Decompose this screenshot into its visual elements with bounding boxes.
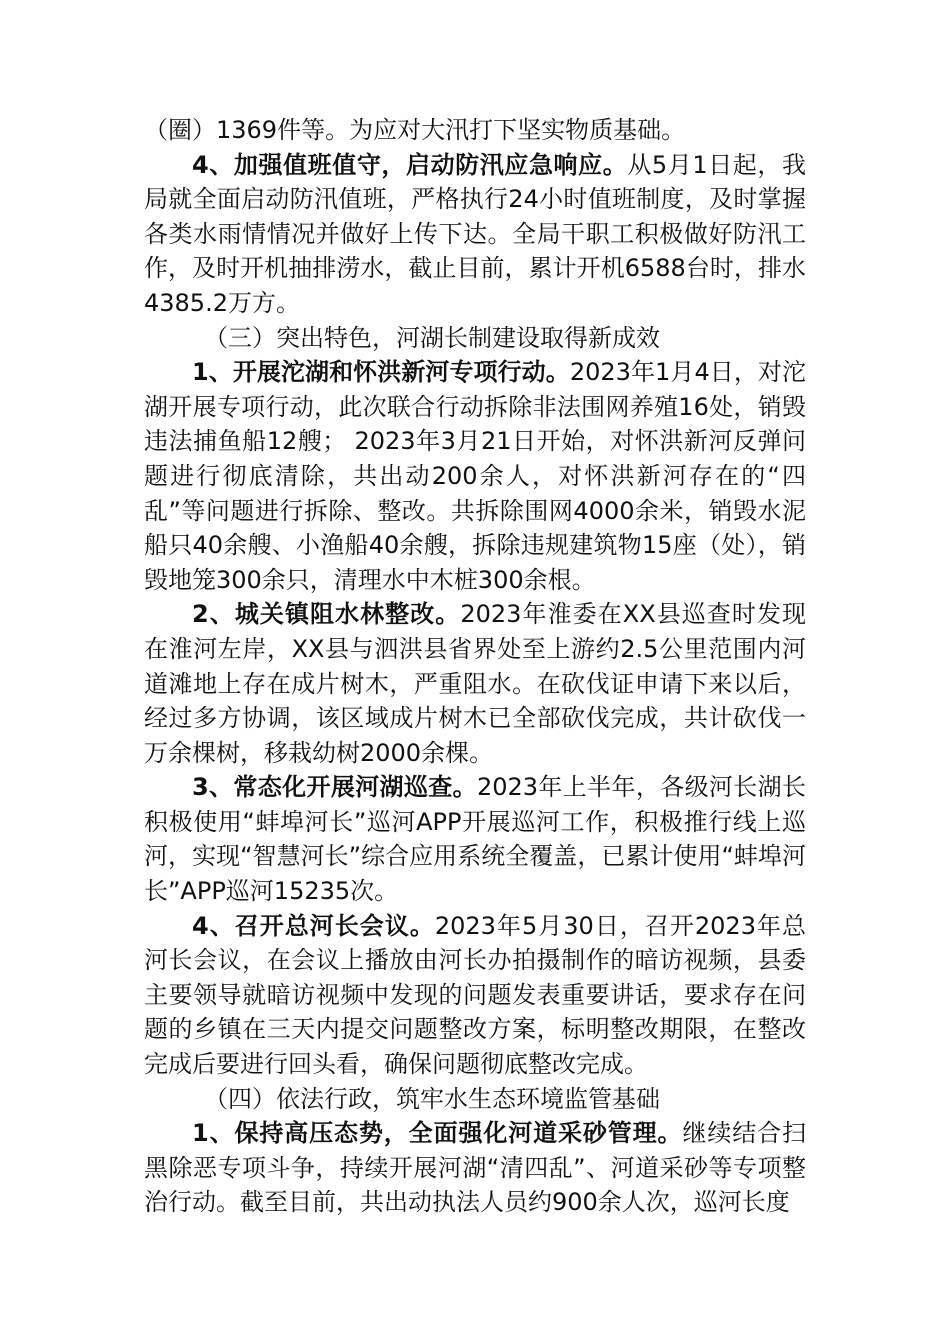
document-page <box>144 113 806 1220</box>
paragraph-heading: 3、常态化开展河湖巡查。 <box>192 773 477 802</box>
paragraph-duty-shift <box>144 148 806 321</box>
paragraph-continuation <box>144 113 806 148</box>
paragraph-text: 2023年5月30日，召开2023年总河长会议，在会议上播放由河长办拍摄制作的暗访视频，县委主要领导就暗访视频中发现的问题发表重要讲话，要求存在问题的乡镇在三天内提交问题整改方案，标明整改期限，在整改完成后要进行回头看，确保问题彻底整改完成。 <box>144 911 806 1079</box>
paragraph-text: 从5月1日起，我局就全面启动防汛值班，严格执行24小时值班制度，及时掌握各类水雨情情况并做好上传下达。全局干职工积极做好防汛工作，及时开机抽排涝水，截止目前，累计开机6588台时，排水4385.2万方。 <box>144 150 806 317</box>
section-heading-text: （三）突出特色，河湖长制建设取得新成效 <box>204 323 660 352</box>
paragraph-tuohu-action <box>144 355 806 597</box>
paragraph-heading: 1、保持高压态势，全面强化河道采砂管理。 <box>192 1119 683 1148</box>
paragraph-text: （圈）1369件等。为应对大汛打下坚实物质基础。 <box>144 116 686 144</box>
section-heading-4 <box>144 1082 806 1117</box>
paragraph-heading: 4、加强值班值守，启动防汛应急响应。 <box>192 150 628 179</box>
section-heading-text: （四）依法行政，筑牢水生态环境监管基础 <box>204 1084 660 1113</box>
paragraph-text: 2023年淮委在XX县巡查时发现在淮河左岸，XX县与泗洪县省界处至上游约2.5公里范围内河道滩地上存在成片树木，严重阻水。在砍伐证申请下来以后，经过多方协调，该区域成片树木已全部砍伐完成，共计砍伐一万余棵树，移栽幼树2000余棵。 <box>144 600 806 767</box>
section-heading-3 <box>144 321 806 356</box>
paragraph-heading: 1、开展沱湖和怀洪新河专项行动。 <box>192 358 570 387</box>
paragraph-river-patrol <box>144 770 806 908</box>
paragraph-chengguan-forest <box>144 597 806 770</box>
paragraph-sand-mining <box>144 1116 806 1220</box>
paragraph-text: 2023年1月4日，对沱湖开展专项行动，此次联合行动拆除非法围网养殖16处，销毁违法捕鱼船12艘； 2023年3月21日开始，对怀洪新河反弹问题进行彻底清除，共出动200余人，对怀洪新河存在的“四乱”等问题进行拆除、整改。共拆除围网4000余米，销毁水泥船只40余艘、小渔船40余艘，拆除违规建筑物15座（处），销毁地笼300余只，清理水中木桩300余根。 <box>144 358 807 594</box>
paragraph-heading: 4、召开总河长会议。 <box>192 911 435 940</box>
paragraph-heading: 2、城关镇阻水林整改。 <box>192 600 461 629</box>
paragraph-text: 2023年上半年，各级河长湖长积极使用“蚌埠河长”巡河APP开展巡河工作，积极推行线上巡河，实现“智慧河长”综合应用系统全覆盖，已累计使用“蚌埠河长”APP巡河15235次。 <box>144 773 807 906</box>
paragraph-text: 继续结合扫黑除恶专项斗争，持续开展河湖“清四乱”、河道采砂等专项整治行动。截至目前，共出动执法人员约900余人次，巡河长度 <box>144 1119 807 1217</box>
paragraph-chief-meeting <box>144 909 806 1082</box>
